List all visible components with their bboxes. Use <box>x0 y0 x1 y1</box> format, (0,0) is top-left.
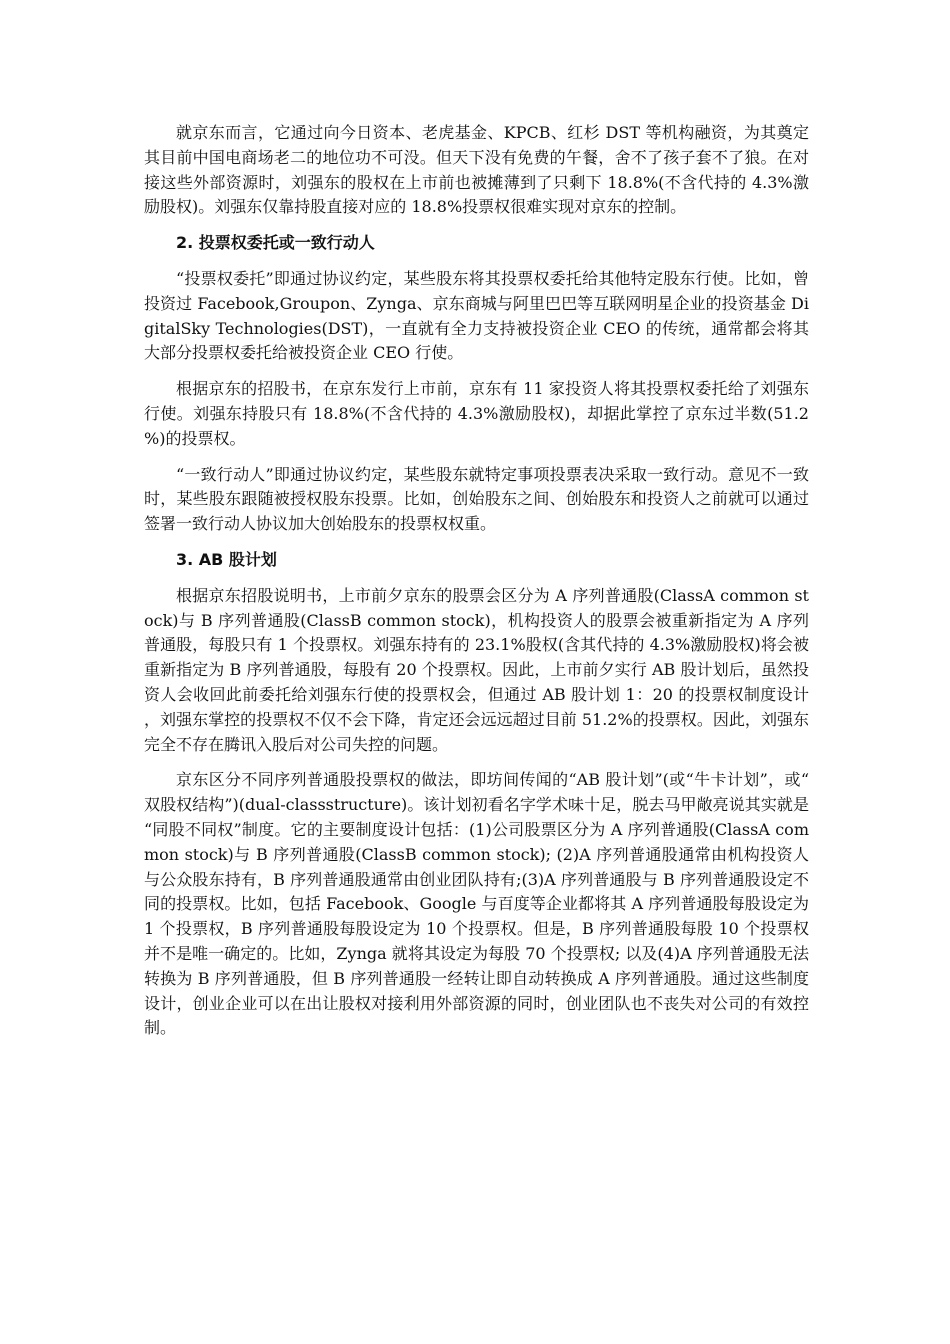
paragraph-ab-share-prospectus: 根据京东招股说明书，上市前夕京东的股票会区分为 A 序列普通股(ClassA common stock)与 B 序列普通股(ClassB common stock)，机构投资人的股票会被重新指定为 A 序列普通股，每股只有 1 个投票权。刘强东持有的 23.1%股权(含其代持的 4.3%激励股权)将会被重新指定为 B 序列普通股，每股有 20 个投票权。因此，上市前夕实行 AB 股计划后，虽然投资人会收回此前委托给刘强东行使的投票权会，但通过 AB 股计划 1：20 的投票权制度设计，刘强东掌控的投票权不仅不会下降，肯定还会远远超过目前 51.2%的投票权。因此，刘强东完全不存在腾讯入股后对公司失控的问题。 <box>144 585 809 754</box>
paragraph-concerted-action: “一致行动人”即通过协议约定，某些股东就特定事项投票表决采取一致行动。意见不一致时，某些股东跟随被授权股东投票。比如，创始股东之间、创始股东和投资人之前就可以通过签署一致行动人协议加大创始股东的投票权权重。 <box>144 464 809 534</box>
paragraph-jd-prospectus-proxy: 根据京东的招股书，在京东发行上市前，京东有 11 家投资人将其投票权委托给了刘强东行使。刘强东持股只有 18.8%(不含代持的 4.3%激励股权)，却据此掌控了京东过半数(51.2%)的投票权。 <box>144 379 809 448</box>
document-body <box>144 121 809 1052</box>
paragraph-jd-financing: 就京东而言，它通过向今日资本、老虎基金、KPCB、红杉 DST 等机构融资，为其奠定其目前中国电商场老二的地位功不可没。但天下没有免费的午餐，舍不了孩子套不了狼。在对接这些外部资源时，刘强东的股权在上市前也被摊薄到了只剩下 18.8%(不含代持的 4.3%激励股权)。刘强东仅靠持股直接对应的 18.8%投票权很难实现对京东的控制。 <box>144 123 809 217</box>
paragraph-dual-class-structure: 京东区分不同序列普通股投票权的做法，即坊间传闻的“AB 股计划”(或“牛卡计划”，或“双股权结构”)(dual-classstructure)。该计划初看名字学术味十足，脱去马甲敞亮说其实就是“同股不同权”制度。它的主要制度设计包括：(1)公司股票区分为 A 序列普通股(ClassA common stock)与 B 序列普通股(ClassB common stock); (2)A 序列普通股通常由机构投资人与公众股东持有，B 序列普通股通常由创业团队持有;(3)A 序列普通股与 B 序列普通股设定不同的投票权。比如，包括 Facebook、Google 与百度等企业都将其 A 序列普通股每股设定为 1 个投票权，B 序列普通股每股设定为 10 个投票权。但是，B 序列普通股每股 10 个投票权并不是唯一确定的。比如，Zynga 就将其设定为每股 70 个投票权; 以及(4)A 序列普通股无法转换为 B 序列普通股，但 B 序列普通股一经转让即自动转换成 A 序列普通股。通过这些制度设计，创业企业可以在出让股权对接利用外部资源的同时，创业团队也不丧失对公司的有效控制。 <box>144 770 809 1038</box>
section-heading-ab-shares: 3. AB 股计划 <box>176 549 277 569</box>
section-heading-voting-proxy: 2. 投票权委托或一致行动人 <box>176 233 375 253</box>
paragraph-voting-proxy-definition: “投票权委托”即通过协议约定，某些股东将其投票权委托给其他特定股东行使。比如，曾投资过 Facebook,Groupon、Zynga、京东商城与阿里巴巴等互联网明星企业的投资基金 DigitalSky Technologies(DST)，一直就有全力支持被投资企业 CEO 的传统，通常都会将其大部分投票权委托给被投资企业 CEO 行使。 <box>144 268 809 363</box>
